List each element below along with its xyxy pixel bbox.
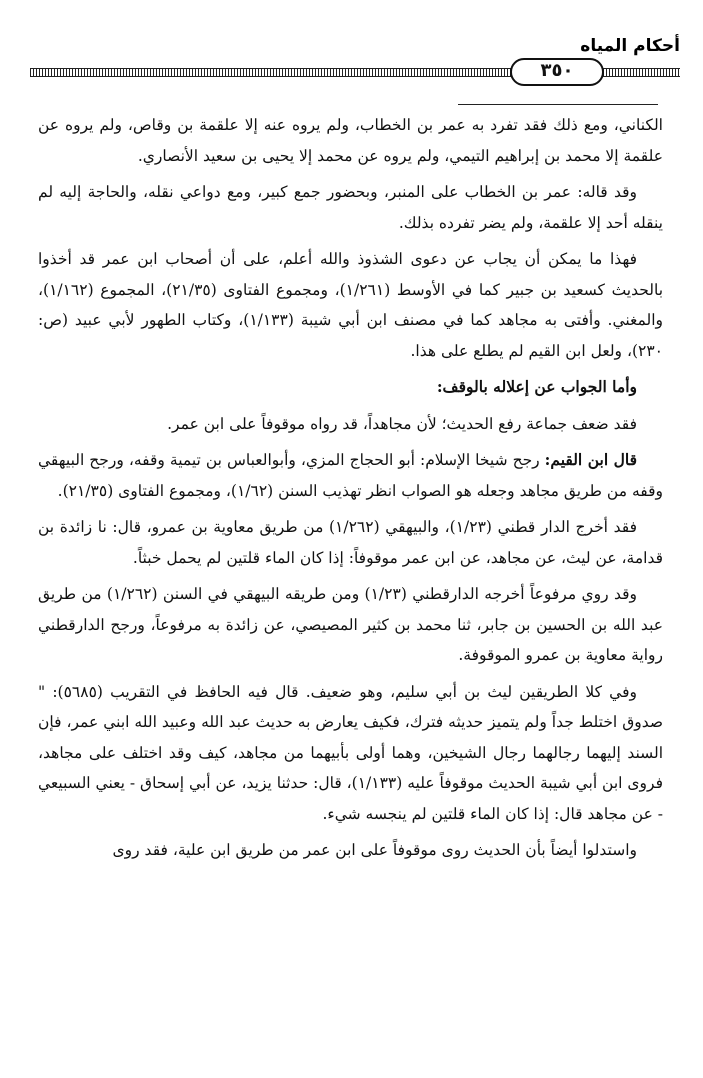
paragraph-3: فهذا ما يمكن أن يجاب عن دعوى الشذوذ والله أعلم، على أن أصحاب ابن عمر قد أخذوا بالحديث كسعيد بن جبير كما في الأوسط (١/٢٦١)، ومجموع الفتاوى (٢١/٣٥)، المجموع (١/١٦٢)، والمغني. وأفتى به مجاهد كما في مصنف ابن أبي شيبة (١/١٣٣)، وكتاب الطهور لأبي عبيد (ص: ٢٣٠)، ولعل ابن القيم لم يطلع على هذا. — [38, 250, 664, 360]
page-number: ٣٥٠ — [510, 58, 604, 86]
paragraph-6: فقد أخرج الدار قطني (١/٢٣)، والبيهقي (١/٢٦٢) من طريق معاوية بن عمرو، قال: نا زائدة بن قدامة، عن ليث، عن مجاهد، عن ابن عمر موقوفاً: إذا كان الماء قلتين لم يحمل خبثاً. — [38, 518, 663, 567]
paragraph-8: وفي كلا الطريقين ليث بن أبي سليم، وهو ضعيف. قال فيه الحافظ في التقريب (٥٦٨٥): " صدوق اختلط جداً ولم يتميز حديثه فترك، فكيف يعارض به حديث عبد الله وعبيد الله ابني عمر، فإن السند إليهما رجالهما رجال الشيخين، وهما أولى بأبيهما من مجاهد، كيف وقد اختلف على مجاهد، فروى ابن أبي شيبة الحديث موقوفاً عليه (١/١٣٣)، قال: حدثنا يزيد، عن أبي إسحاق - يعني السبيعي - عن مجاهد قال: إذا كان الماء قلتين لم ينجسه شيء. — [38, 682, 663, 823]
paragraph-2: وقد قاله: عمر بن الخطاب على المنبر، وبحضور جمع كبير، ومع دواعي نقله، والحاجة إليه لم ينقله أحد إلا علقمة، ولم يضر تفرده بذلك. — [38, 183, 663, 232]
paragraph-7: وقد روي مرفوعاً أخرجه الدارقطني (١/٢٣) ومن طريقه البيهقي في السنن (١/٢٦٢) من طريق عبد الله بن الحسين بن جابر، ثنا محمد بن كثير المصيصي، عن زائدة به مرفوعاً، ورجح الدارقطني رواية معاوية بن عمرو الموقوفة. — [38, 585, 663, 664]
section-heading: وأما الجواب عن إعلاله بالوقف: — [436, 377, 637, 396]
quote-lead: قال ابن القيم: — [544, 450, 637, 469]
paragraph-5: قال ابن القيم: رجح شيخا الإسلام: أبو الحجاج المزي، وأبوالعباس بن تيمية وقفه، ورجح البيهقي وقفه من طريق مجاهد وجعله هو الصواب انظر تهذيب السنن (١/٦٢)، ومجموع الفتاوى (٢١/٣٥). — [38, 450, 663, 500]
paragraph-9: واستدلوا أيضاً بأن الحديث روى موقوفاً على ابن عمر من طريق ابن علية، فقد روى — [112, 841, 637, 859]
page-header — [30, 32, 680, 82]
separator-line — [458, 104, 658, 105]
main-text — [38, 110, 663, 872]
paragraph-4: فقد ضعف جماعة رفع الحديث؛ لأن مجاهداً، قد رواه موقوفاً على ابن عمر. — [167, 414, 637, 433]
running-title: أحكام المياه — [580, 36, 680, 56]
paragraph-1: الكناني، ومع ذلك فقد تفرد به عمر بن الخطاب، ولم يروه عنه إلا علقمة بن وقاص، ولم يروه عن علقمة إلا محمد بن إبراهيم التيمي، ولم يروه عن محمد إلا يحيى بن سعيد الأنصاري. — [38, 116, 663, 165]
